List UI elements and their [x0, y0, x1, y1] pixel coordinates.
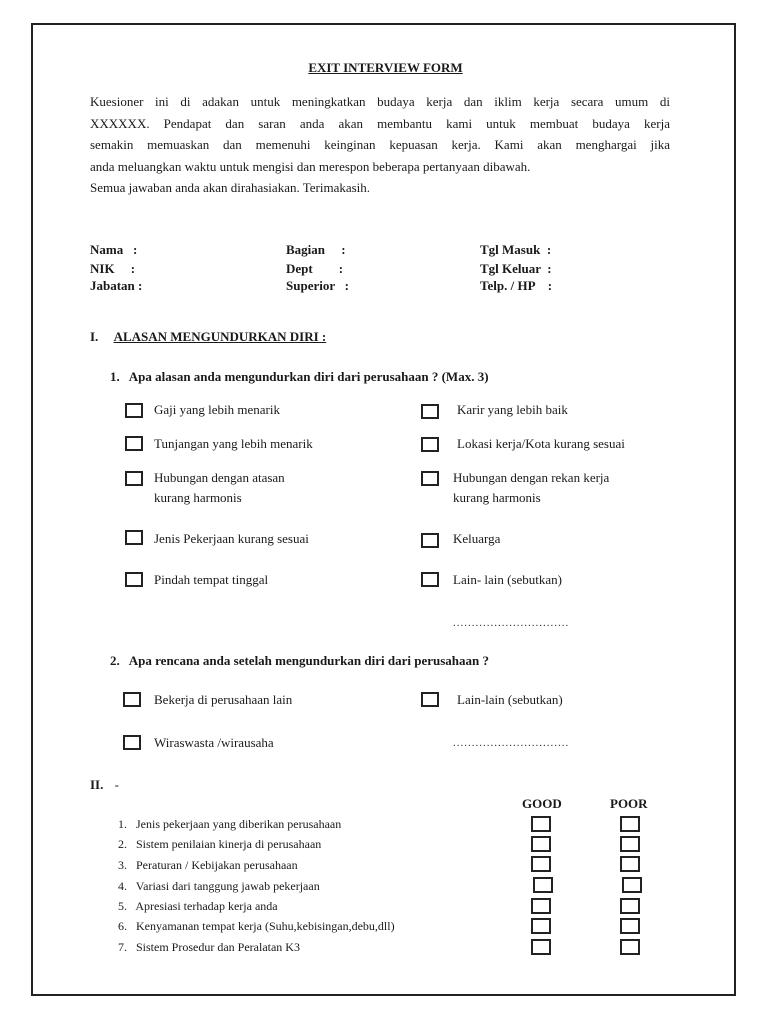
question-1: 1. Apa alasan anda mengundurkan diri dari perusahaan ? (Max. 3)	[110, 369, 489, 384]
form-page	[31, 23, 736, 996]
good-header: GOOD	[522, 796, 562, 811]
section-1-heading	[90, 329, 326, 345]
nama-label: Nama :	[90, 242, 138, 257]
option-bekerja-lain: Bekerja di perusahaan lain	[154, 692, 293, 707]
rating-item: 6. Kenyamanan tempat kerja (Suhu,kebisingan,debu,dll)	[118, 919, 395, 933]
poor-checkbox[interactable]	[622, 877, 642, 893]
dept-label: Dept :	[286, 261, 344, 276]
rating-item: 4. Variasi dari tanggung jawab pekerjaan	[118, 879, 320, 893]
section-2-mark: -	[114, 777, 119, 792]
q2-other-dotted-line[interactable]: ...............................	[453, 737, 570, 749]
option-gaji: Gaji yang lebih menarik	[154, 402, 280, 417]
section-1-number: I.	[90, 329, 99, 344]
good-checkbox[interactable]	[531, 816, 551, 832]
checkbox-tunjangan[interactable]	[125, 436, 143, 451]
rating-item: 5. Apresiasi terhadap kerja anda	[118, 899, 278, 913]
option-hubungan-rekan: Hubungan dengan rekan kerja	[453, 470, 610, 485]
superior-label: Superior :	[286, 278, 349, 293]
tgl-masuk-label: Tgl Masuk :	[480, 242, 552, 257]
good-checkbox[interactable]	[531, 836, 551, 852]
option-hubungan-rekan-line2: kurang harmonis	[453, 490, 541, 505]
bagian-label: Bagian :	[286, 242, 346, 257]
option-tunjangan: Tunjangan yang lebih menarik	[154, 436, 313, 451]
checkbox-karir[interactable]	[421, 404, 439, 419]
nik-label: NIK :	[90, 261, 136, 276]
section-1-title: ALASAN MENGUNDURKAN DIRI :	[113, 329, 327, 344]
poor-checkbox[interactable]	[620, 898, 640, 914]
option-hubungan-atasan-line2: kurang harmonis	[154, 490, 242, 505]
option-lokasi: Lokasi kerja/Kota kurang sesuai	[457, 436, 625, 451]
intro-line: anda meluangkan waktu untuk mengisi dan merespon beberapa pertanyaan dibawah.	[90, 158, 531, 174]
checkbox-keluarga[interactable]	[421, 533, 439, 548]
telp-label: Telp. / HP :	[480, 278, 553, 293]
form-title: EXIT INTERVIEW FORM	[308, 60, 463, 75]
option-hubungan-atasan: Hubungan dengan atasan	[154, 470, 285, 485]
good-checkbox[interactable]	[531, 898, 551, 914]
intro-line: Kuesioner ini di adakan untuk meningkatkan budaya kerja dan iklim kerja secara umum di	[90, 94, 670, 109]
option-karir: Karir yang lebih baik	[457, 402, 568, 417]
q1-other-dotted-line[interactable]: ...............................	[453, 617, 570, 629]
poor-header: POOR	[610, 796, 648, 811]
rating-item: 2. Sistem penilaian kinerja di perusahaan	[118, 837, 322, 851]
jabatan-label: Jabatan :	[90, 278, 143, 293]
rating-item: 3. Peraturan / Kebijakan perusahaan	[118, 858, 298, 872]
checkbox-lain-lain[interactable]	[421, 572, 439, 587]
section-2-number: II.	[90, 777, 104, 792]
good-checkbox[interactable]	[533, 877, 553, 893]
checkbox-bekerja-lain[interactable]	[123, 692, 141, 707]
tgl-keluar-label: Tgl Keluar :	[480, 261, 552, 276]
option-lain-lain: Lain- lain (sebutkan)	[453, 572, 563, 587]
intro-line: XXXXXX. Pendapat dan saran anda akan membantu kami untuk membuat budaya kerja	[90, 115, 670, 131]
checkbox-lokasi[interactable]	[421, 437, 439, 452]
section-2-heading	[90, 777, 119, 793]
checkbox-pindah[interactable]	[125, 572, 143, 587]
checkbox-hubungan-atasan[interactable]	[125, 471, 143, 486]
good-checkbox[interactable]	[531, 918, 551, 934]
good-checkbox[interactable]	[531, 939, 551, 955]
intro-line: Semua jawaban anda akan dirahasiakan. Terimakasih.	[90, 180, 371, 195]
good-checkbox[interactable]	[531, 856, 551, 872]
intro-line: semakin memuaskan dan memenuhi keinginan kepuasan kerja. Kami akan menghargai jika	[90, 137, 670, 152]
intro-paragraph	[90, 91, 670, 199]
rating-item: 1. Jenis pekerjaan yang diberikan perusahaan	[118, 817, 342, 831]
poor-checkbox[interactable]	[620, 856, 640, 872]
poor-checkbox[interactable]	[620, 836, 640, 852]
checkbox-gaji[interactable]	[125, 403, 143, 418]
rating-item: 7. Sistem Prosedur dan Peralatan K3	[118, 940, 300, 954]
checkbox-wiraswasta[interactable]	[123, 735, 141, 750]
checkbox-q2-lain-lain[interactable]	[421, 692, 439, 707]
option-jenis-pekerjaan: Jenis Pekerjaan kurang sesuai	[154, 531, 309, 546]
option-keluarga: Keluarga	[453, 531, 501, 546]
option-q2-lain-lain: Lain-lain (sebutkan)	[457, 692, 563, 707]
option-wiraswasta: Wiraswasta /wirausaha	[154, 735, 274, 750]
checkbox-jenis-pekerjaan[interactable]	[125, 530, 143, 545]
poor-checkbox[interactable]	[620, 939, 640, 955]
checkbox-hubungan-rekan[interactable]	[421, 471, 439, 486]
poor-checkbox[interactable]	[620, 918, 640, 934]
poor-checkbox[interactable]	[620, 816, 640, 832]
option-pindah: Pindah tempat tinggal	[154, 572, 269, 587]
question-2: 2. Apa rencana anda setelah mengundurkan diri dari perusahaan ?	[110, 653, 489, 668]
